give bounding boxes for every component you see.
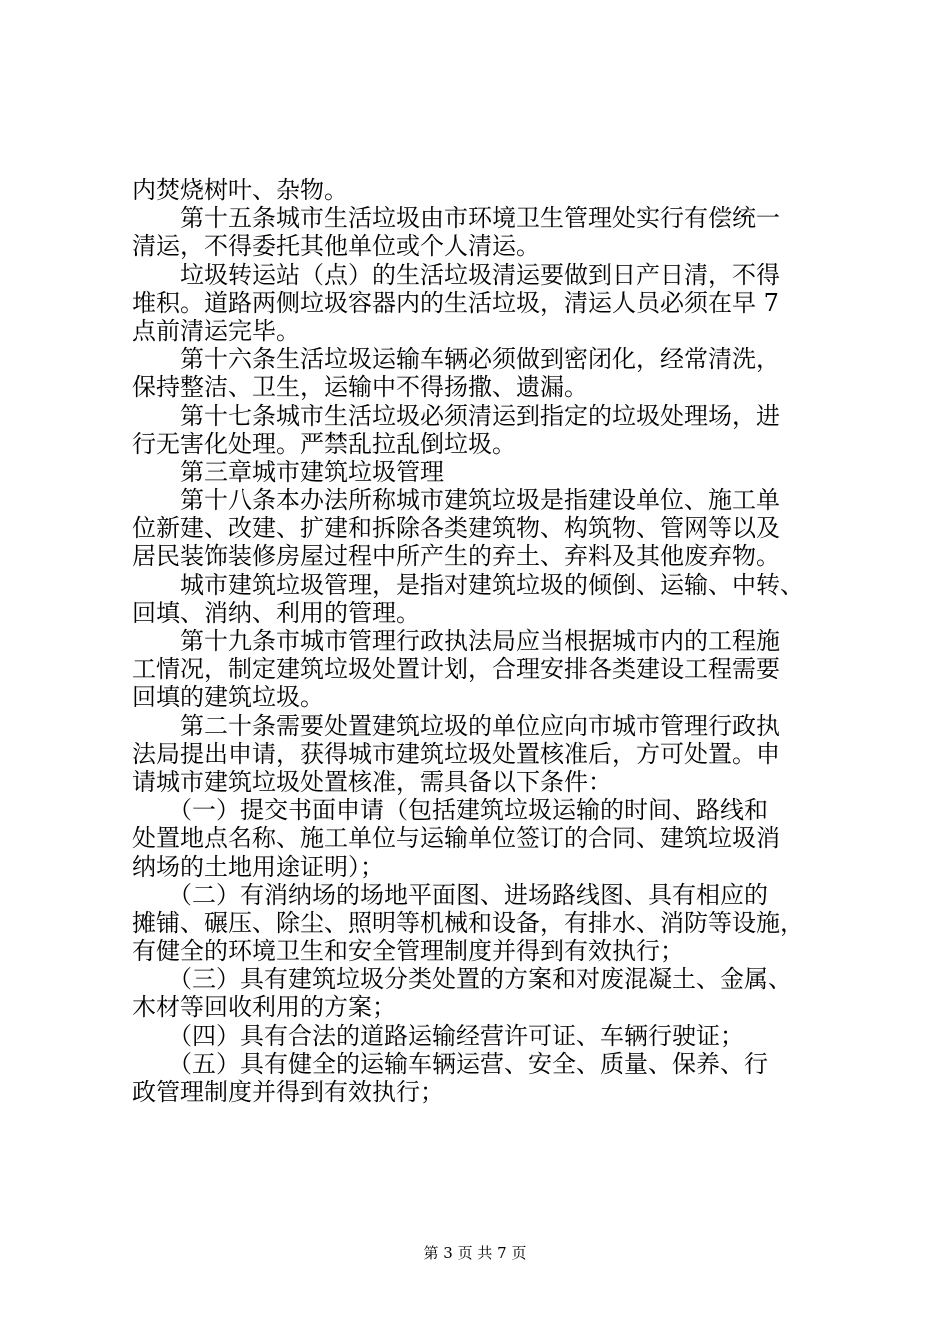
page-number-footer: 第 3 页 共 7 页	[423, 1244, 527, 1262]
text-line: 请城市建筑垃圾处置核准，需具备以下条件：	[132, 767, 612, 796]
text-line: 木材等回收利用的方案；	[132, 993, 396, 1022]
text-line: 清运，不得委托其他单位或个人清运。	[132, 232, 540, 261]
text-line: 第十八条本办法所称城市建筑垃圾是指建设单位、施工单	[132, 486, 780, 515]
text-line: 内焚烧树叶、杂物。	[132, 176, 348, 204]
text-line: 纳场的土地用途证明）；	[132, 852, 384, 881]
text-line: 第二十条需要处置建筑垃圾的单位应向市城市管理行政执	[132, 711, 780, 740]
document-body	[132, 176, 832, 1106]
text-line: 回填的建筑垃圾。	[132, 683, 324, 712]
text-line: 位新建、改建、扩建和拆除各类建筑物、构筑物、管网等以及	[132, 514, 780, 543]
text-line: 第十六条生活垃圾运输车辆必须做到密闭化，经常清洗，	[132, 345, 780, 374]
text-line: 垃圾转运站（点）的生活垃圾清运要做到日产日清，不得	[132, 260, 780, 289]
text-line: （三）具有建筑垃圾分类处置的方案和对废混凝土、金属、	[132, 965, 792, 994]
text-line: 行无害化处理。严禁乱拉乱倒垃圾。	[132, 429, 516, 458]
text-line: 保持整洁、卫生，运输中不得扬撒、遗漏。	[132, 373, 588, 402]
text-line: 回填、消纳、利用的管理。	[132, 598, 420, 627]
text-line: 点前清运完毕。	[132, 316, 300, 345]
text-line: 有健全的环境卫生和安全管理制度并得到有效执行；	[132, 937, 684, 966]
text-line: 城市建筑垃圾管理，是指对建筑垃圾的倾倒、运输、中转、	[132, 570, 804, 599]
chapter-heading: 第三章城市建筑垃圾管理	[132, 457, 444, 486]
text-line: 处置地点名称、施工单位与运输单位签订的合同、建筑垃圾消	[132, 824, 780, 853]
text-line: 法局提出申请，获得城市建筑垃圾处置核准后，方可处置。申	[132, 739, 780, 768]
text-line: 居民装饰装修房屋过程中所产生的弃土、弃料及其他废弃物。	[132, 542, 780, 571]
text-line: （一）提交书面申请（包括建筑垃圾运输的时间、路线和	[132, 796, 768, 825]
text-line: （五）具有健全的运输车辆运营、安全、质量、保养、行	[132, 1049, 768, 1078]
text-line: 工情况，制定建筑垃圾处置计划，合理安排各类建设工程需要	[132, 655, 780, 684]
text-line: 第十七条城市生活垃圾必须清运到指定的垃圾处理场，进	[132, 401, 780, 430]
text-line: 第十九条市城市管理行政执法局应当根据城市内的工程施	[132, 627, 780, 655]
text-line: （四）具有合法的道路运输经营许可证、车辆行驶证；	[132, 1021, 744, 1050]
text-line: 第十五条城市生活垃圾由市环境卫生管理处实行有偿统一	[132, 204, 780, 233]
text-line: 堆积。道路两侧垃圾容器内的生活垃圾，清运人员必须在早 7	[132, 288, 779, 317]
text-line: 摊铺、碾压、除尘、照明等机械和设备，有排水、消防等设施，	[132, 908, 804, 937]
text-line: 政管理制度并得到有效执行；	[132, 1078, 444, 1106]
text-line: （二）有消纳场的场地平面图、进场路线图、具有相应的	[132, 880, 768, 909]
